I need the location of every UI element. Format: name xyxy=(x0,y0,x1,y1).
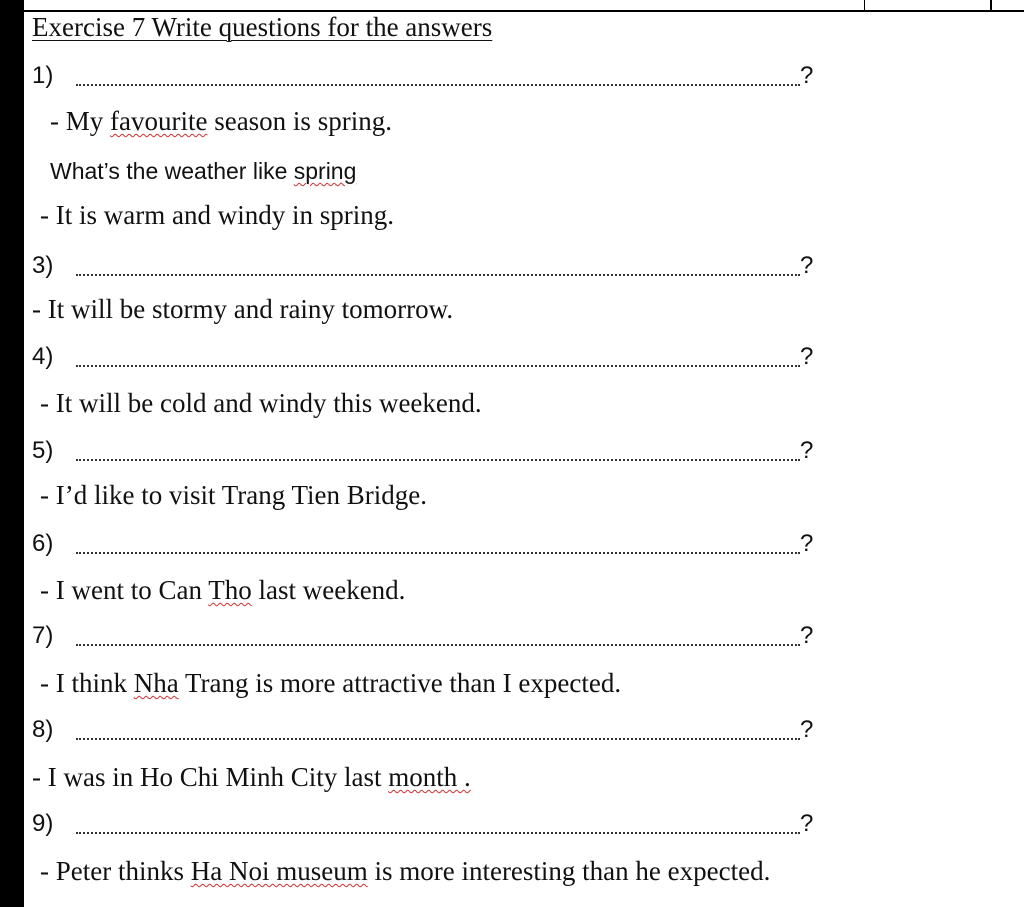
question-line-1 xyxy=(32,62,822,94)
answer-3: - It will be stormy and rainy tomorrow. xyxy=(32,294,454,324)
answer-9: - Peter thinks Ha Noi museum is more interesting than he expected. xyxy=(40,856,771,886)
question-number: 7) xyxy=(32,622,54,649)
question-number: 4) xyxy=(32,343,54,370)
question-line-7 xyxy=(32,622,822,654)
question-mark: ? xyxy=(800,622,814,649)
question-mark: ? xyxy=(800,530,814,557)
answer-blank[interactable] xyxy=(76,459,800,461)
question-line-4 xyxy=(32,343,822,375)
spellcheck-word: spring xyxy=(293,158,357,184)
question-number: 6) xyxy=(32,530,54,557)
answer-blank[interactable] xyxy=(76,644,800,646)
question-number: 9) xyxy=(32,810,54,837)
question-mark: ? xyxy=(800,343,814,370)
question-mark: ? xyxy=(800,62,814,89)
question-number: 1) xyxy=(32,62,54,89)
answer-2: - It is warm and windy in spring. xyxy=(40,200,394,230)
question-line-6 xyxy=(32,530,822,562)
answer-5: - I’d like to visit Trang Tien Bridge. xyxy=(40,480,428,510)
answer-1: - My favourite season is spring. xyxy=(50,106,392,136)
answer-blank[interactable] xyxy=(76,365,800,367)
answer-blank[interactable] xyxy=(76,84,800,86)
question-mark: ? xyxy=(800,716,814,743)
left-page-edge xyxy=(0,0,22,907)
question-line-8 xyxy=(32,716,822,748)
answer-6: - I went to Can Tho last weekend. xyxy=(40,575,406,605)
question-number: 3) xyxy=(32,252,54,279)
question-line-9 xyxy=(32,810,822,842)
exercise-title: Exercise 7 Write questions for the answers xyxy=(32,12,493,42)
question-line-3 xyxy=(32,252,822,284)
spellcheck-word: Nha xyxy=(133,668,179,698)
question-mark: ? xyxy=(800,810,814,837)
spellcheck-word: Ha Noi museum xyxy=(190,856,368,886)
table-border-left xyxy=(22,0,24,907)
answer-blank[interactable] xyxy=(76,274,800,276)
spellcheck-word: month . xyxy=(388,762,471,792)
table-column-divider xyxy=(990,0,992,11)
answer-blank[interactable] xyxy=(76,832,800,834)
spellcheck-word: Tho xyxy=(208,575,252,605)
answer-blank[interactable] xyxy=(76,738,800,740)
answer-blank[interactable] xyxy=(76,552,800,554)
answer-7: - I think Nha Trang is more attractive than I expected. xyxy=(40,668,622,698)
answer-8: - I was in Ho Chi Minh City last month . xyxy=(32,762,471,792)
question-mark: ? xyxy=(800,252,814,279)
spellcheck-word: favourite xyxy=(110,106,208,136)
question-line-5 xyxy=(32,437,822,469)
question-mark: ? xyxy=(800,437,814,464)
written-question-2: What’s the weather like spring xyxy=(50,158,357,184)
question-number: 8) xyxy=(32,716,54,743)
answer-4: - It will be cold and windy this weekend. xyxy=(40,388,482,418)
table-column-divider xyxy=(864,0,865,11)
question-number: 5) xyxy=(32,437,54,464)
